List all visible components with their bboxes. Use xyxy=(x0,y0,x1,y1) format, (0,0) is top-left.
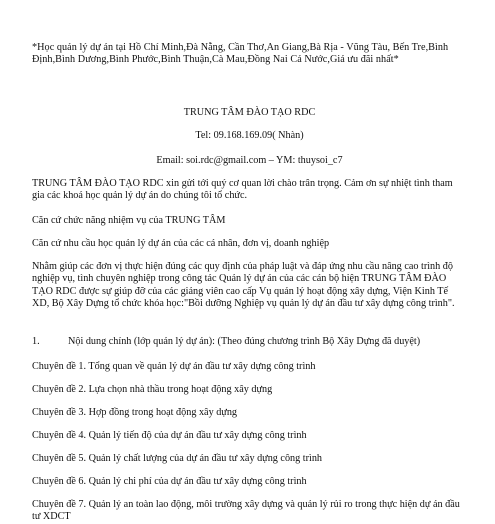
contact-email: Email: soi.rdc@gmail.com – YM: thuysoi_c7 xyxy=(156,155,343,166)
topic-item: Chuyên đề 2. Lựa chọn nhà thầu trong hoạt động xây dựng xyxy=(32,384,273,395)
center-name-heading: TRUNG TÂM ĐÀO TẠO RDC xyxy=(183,107,316,118)
section-number: 1. xyxy=(32,336,40,347)
topic-item: Chuyên đề 7. Quản lý an toàn lao động, môi trường xây dựng và quản lý rủi ro trong thực hiện dự án đầu tư XDCT xyxy=(32,499,460,523)
purpose-paragraph: Nhằm giúp các đơn vị thực hiện đúng các quy định của pháp luật và đáp ứng nhu cầu nâng cao trình độ nghiệp vụ, tình chuyên nghiệp trong công tác Quản lý dự án của các cán bộ hiện TRUNG TÂM ĐÀO TẠO RDC được sự giúp đỡ của các giảng viên cao cấp Vụ quản lý hoạt động xây dựng, Viện Kinh Tế XD, Bộ Xây Dựng tổ chức khóa học:"Bồi dưỡng Nghiệp vụ quản lý dự án đầu tư xây dựng công trình". xyxy=(32,261,455,310)
contact-tel: Tel: 09.168.169.09( Nhàn) xyxy=(195,130,304,141)
section-title: Nội dung chính (lớp quản lý dự án): (Theo đúng chương trình Bộ Xây Dựng đã duyệt) xyxy=(68,336,421,347)
section-heading xyxy=(32,336,467,348)
intro-paragraph: *Học quản lý dự án tại Hồ Chí Minh,Đà Nẵng, Cần Thơ,An Giang,Bà Rịa - Vũng Tàu, Bến Tre,Bình Định,Bình Dương,Bình Phước,Bình Thuận,Cà Mau,Đồng Nai Cả Nước,Giá ưu đãi nhất* xyxy=(32,42,449,66)
topic-item: Chuyên đề 1. Tổng quan về quản lý dự án đầu tư xây dựng công trình xyxy=(32,361,316,372)
topic-item: Chuyên đề 3. Hợp đồng trong hoạt động xây dựng xyxy=(32,407,238,418)
topic-item: Chuyên đề 4. Quản lý tiến độ của dự án đầu tư xây dựng công trình xyxy=(32,430,307,441)
basis-line-1: Căn cứ chức năng nhiệm vụ của TRUNG TÂM xyxy=(32,215,226,226)
document-page xyxy=(32,0,467,523)
basis-line-2: Căn cứ nhu cầu học quản lý dự án của các cá nhân, đơn vị, doanh nghiệp xyxy=(32,238,330,249)
greeting-paragraph: TRUNG TÂM ĐÀO TẠO RDC xin gửi tới quý cơ quan lời chào trân trọng. Cảm ơn sự nhiệt tình tham gia các khoá học quản lý dự án do chúng tôi tổ chức. xyxy=(32,178,453,202)
topic-item: Chuyên đề 6. Quản lý chi phí của dự án đầu tư xây dựng công trình xyxy=(32,476,307,487)
topic-item: Chuyên đề 5. Quản lý chất lượng của dự án đầu tư xây dựng công trình xyxy=(32,453,323,464)
